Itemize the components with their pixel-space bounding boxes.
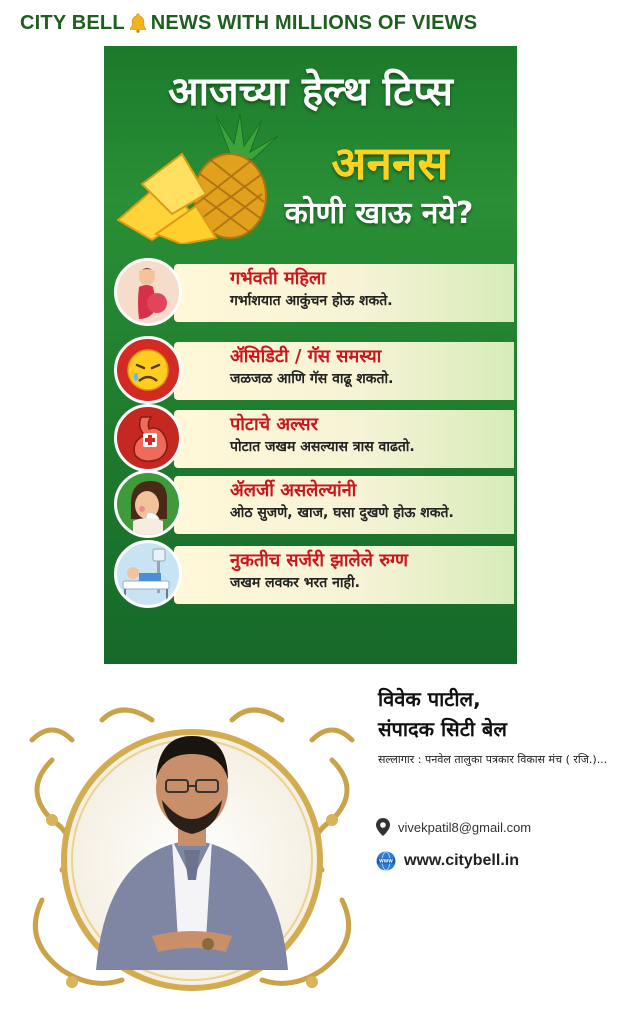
- brand-name: CITY BELL: [20, 11, 125, 34]
- poster-question: कोणी खाऊ नये?: [284, 196, 474, 231]
- tip-row: [114, 404, 514, 472]
- website-contact[interactable]: [376, 851, 519, 871]
- stomach-icon: [114, 404, 182, 472]
- tip-row: [114, 470, 514, 538]
- editor-advisor-note: सल्लागार : पनवेल तालुका पत्रकार विकास मंच ( रजि.)...: [378, 753, 608, 766]
- website-link[interactable]: www.citybell.in: [404, 852, 519, 869]
- sneezing-person-icon: [114, 470, 182, 538]
- health-tips-poster: [104, 46, 517, 664]
- tip-title: ॲलर्जी असलेल्यांनी: [230, 480, 357, 501]
- tip-description: ओठ सुजणे, खाज, घसा दुखणे होऊ शकते.: [230, 505, 454, 521]
- upset-face-icon: [114, 336, 182, 404]
- poster-fruit-name: अननस: [331, 136, 449, 190]
- hospital-patient-icon: [114, 540, 182, 608]
- email-contact[interactable]: [376, 818, 531, 836]
- tip-row: [114, 258, 514, 326]
- email-text[interactable]: vivekpatil8@gmail.com: [398, 819, 532, 835]
- poster-heading: आजच्या हेल्थ टिप्स: [168, 69, 453, 115]
- tip-description: गर्भाशयात आकुंचन होऊ शकते.: [230, 293, 393, 309]
- header-tagline: NEWS WITH MILLIONS OF VIEWS: [150, 11, 478, 34]
- www-globe-icon: [376, 851, 396, 871]
- tip-title: ॲसिडिटी / गॅस समस्या: [230, 346, 382, 367]
- tip-title: गर्भवती महिला: [230, 268, 326, 289]
- svg-text:WWW: WWW: [379, 858, 393, 864]
- tip-title: नुकतीच सर्जरी झालेले रुग्ण: [230, 550, 409, 571]
- editor-portrait: [12, 700, 372, 1020]
- location-pin-icon: [376, 818, 390, 836]
- site-header: [0, 0, 621, 46]
- tip-description: पोटात जखम असल्यास त्रास वाढतो.: [230, 439, 415, 455]
- editor-title: संपादक सिटी बेल: [378, 717, 507, 741]
- pregnant-woman-icon: [114, 258, 182, 326]
- bell-icon: [127, 12, 149, 34]
- tip-row: [114, 540, 514, 608]
- tip-description: जखम लवकर भरत नाही.: [230, 575, 360, 591]
- tip-row: [114, 336, 514, 404]
- editor-name: विवेक पाटील,: [378, 687, 481, 711]
- tip-description: जळजळ आणि गॅस वाढू शकतो.: [230, 371, 394, 387]
- tip-title: पोटाचे अल्सर: [230, 414, 318, 435]
